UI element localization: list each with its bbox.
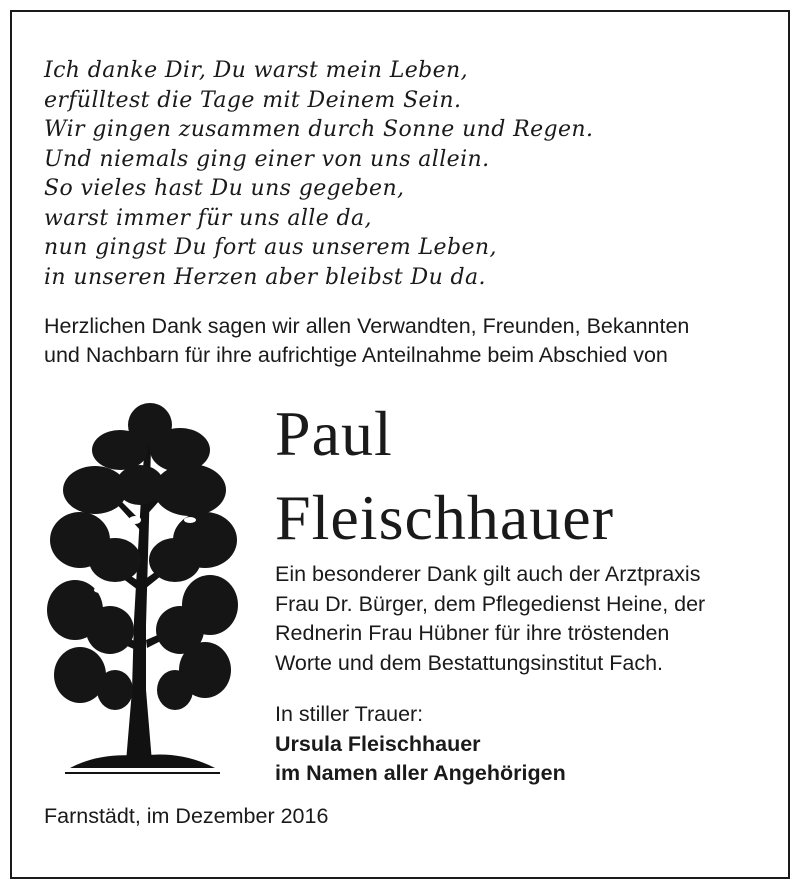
special-thanks-line: Rednerin Frau Hübner für ihre tröstenden [275, 621, 670, 645]
poem-line: warst immer für uns alle da, [44, 205, 372, 231]
place-date: Farnstädt, im Dezember 2016 [44, 804, 329, 828]
thanks-text [44, 312, 774, 370]
poem-line: in unseren Herzen aber bleibst Du da. [44, 264, 486, 290]
mourning-intro: In stiller Trauer: [275, 702, 424, 726]
mourning-signature [275, 700, 785, 789]
mourner-name: Ursula Fleischhauer [275, 731, 481, 756]
poem-line: erfülltest die Tage mit Deinem Sein. [44, 87, 462, 113]
thanks-line: Herzlichen Dank sagen wir allen Verwandten, Freunden, Bekannten [44, 314, 690, 338]
birch-tree-icon [40, 390, 240, 780]
special-thanks [275, 560, 785, 678]
special-thanks-line: Worte und dem Bestattungsinstitut Fach. [275, 650, 663, 675]
poem-line: nun gingst Du fort aus unserem Leben, [44, 235, 497, 260]
poem-line: Und niemals ging einer von uns allein. [44, 146, 490, 172]
special-thanks-line: Ein besonderer Dank gilt auch der Arztpraxis [275, 562, 701, 586]
thanks-line: und Nachbarn für ihre aufrichtige Anteilnahme beim Abschied von [44, 343, 668, 367]
relatives-line: im Namen aller Angehörigen [275, 761, 566, 785]
special-thanks-line: Frau Dr. Bürger, dem Pflegedienst Heine, der [275, 591, 706, 616]
deceased-first-name: Paul [275, 398, 393, 469]
poem [44, 56, 764, 292]
poem-line: So vieles hast Du uns gegeben, [44, 176, 405, 201]
poem-line: Wir gingen zusammen durch Sonne und Regen. [44, 117, 594, 142]
deceased-last-name: Fleischhauer [275, 482, 614, 553]
poem-line: Ich danke Dir, Du warst mein Leben, [44, 58, 469, 83]
deceased-name [275, 392, 614, 560]
